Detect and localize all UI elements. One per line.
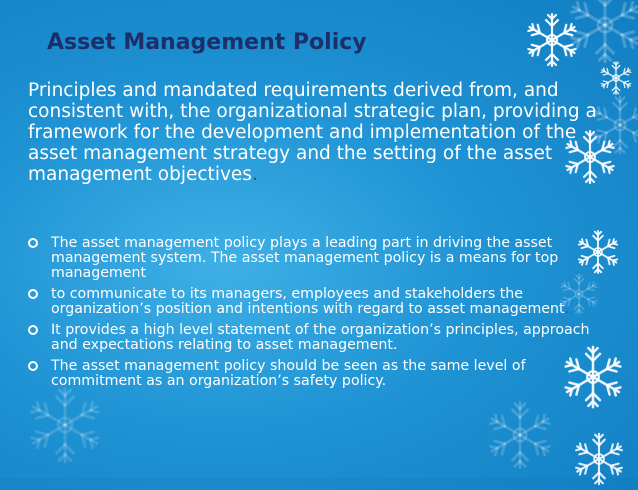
- intro-paragraph: [28, 80, 628, 185]
- circle-bullet-icon: [28, 361, 38, 371]
- slide-title: Asset Management Policy: [47, 30, 367, 55]
- snowflake-icon: [568, 428, 630, 490]
- list-item: [28, 236, 608, 281]
- bullet-text: The asset management policy plays a leading part in driving the asset management system. The asset management policy is a means for top management: [51, 235, 559, 281]
- intro-tail: .: [251, 164, 258, 185]
- snowflake-icon: [480, 395, 560, 475]
- circle-bullet-icon: [28, 238, 38, 248]
- bullet-text: The asset management policy should be seen as the same level of commitment as an organization’s safety policy.: [51, 358, 526, 389]
- bullet-text: It provides a high level statement of the organization’s principles, approach and expectations relating to asset management.: [51, 322, 590, 353]
- intro-text: Principles and mandated requirements derived from, and consistent with, the organizational strategic plan, providing a framework for the development and implementation of the asset management strategy and the setting of the asset management objectives: [28, 80, 597, 185]
- list-item: [28, 287, 608, 317]
- bullet-tail: .: [564, 301, 570, 317]
- bullet-list: [28, 236, 608, 395]
- list-item: [28, 359, 608, 389]
- circle-bullet-icon: [28, 325, 38, 335]
- list-item: [28, 323, 608, 353]
- circle-bullet-icon: [28, 289, 38, 299]
- bullet-text: to communicate to its managers, employees and stakeholders the organization’s position and intentions with regard to asset management: [51, 286, 565, 317]
